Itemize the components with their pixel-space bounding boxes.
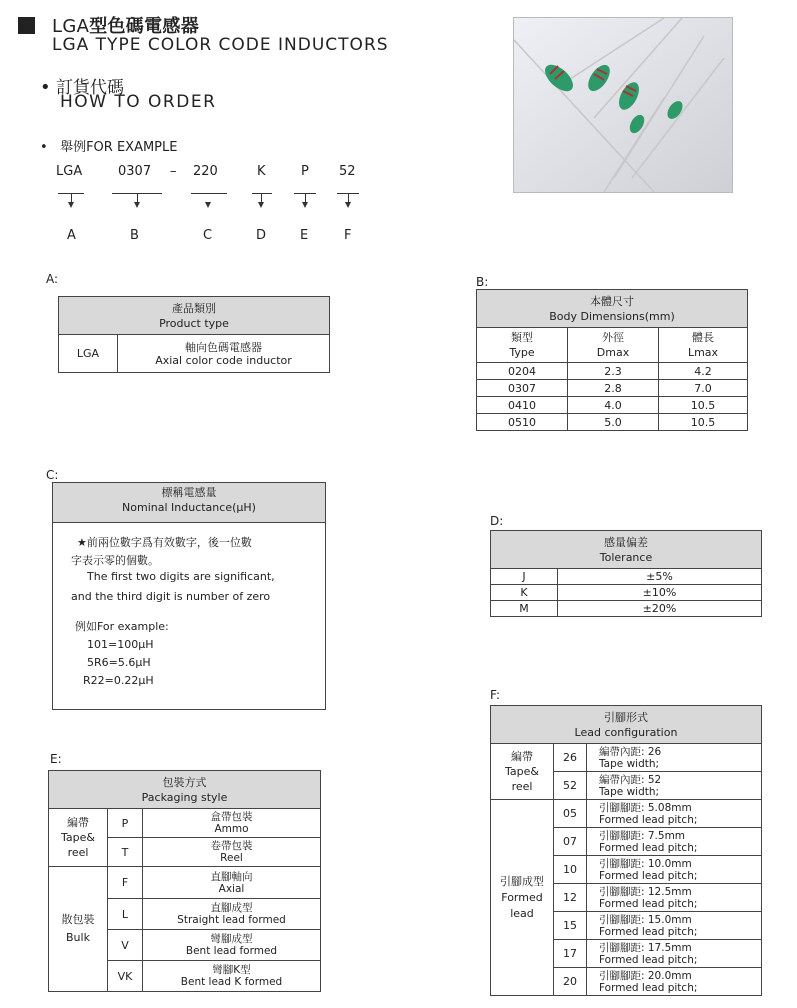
section-c-label: C: (46, 468, 59, 482)
lead-code: 26 (554, 744, 587, 772)
inductance-note-cn-1: ★前兩位數字爲有效數字，後一位數 (77, 536, 252, 549)
section-a-label: A: (46, 272, 59, 286)
tolerance-table (490, 530, 762, 617)
section-d-label: D: (490, 514, 504, 528)
table-row: J ±5% (491, 569, 762, 585)
packaging-desc: 彎腳成型 Bent lead formed (143, 930, 321, 961)
packaging-table (48, 770, 321, 992)
page-title-en: LGA TYPE COLOR CODE INDUCTORS (52, 35, 389, 55)
inductance-note-en-1: The first two digits are significant, (87, 570, 275, 583)
packaging-desc: 卷帶包裝 Reel (143, 838, 321, 867)
packaging-desc: 直腳軸向 Axial (143, 867, 321, 899)
bullet-icon: • (40, 77, 51, 98)
inductance-header: 標稱電感量 Nominal Inductance(μH) (53, 483, 325, 523)
down-arrow-icon (205, 202, 211, 208)
packaging-code: T (108, 838, 143, 867)
packaging-code: V (108, 930, 143, 961)
lead-code: 15 (554, 912, 587, 940)
lead-desc: 編帶內距: 52 Tape width; (587, 772, 762, 800)
lead-desc: 引腳腳距: 15.0mm Formed lead pitch; (587, 912, 762, 940)
lead-desc: 編帶內距: 26 Tape width; (587, 744, 762, 772)
lead-desc: 引腳腳距: 10.0mm Formed lead pitch; (587, 856, 762, 884)
table-row: M ±20% (491, 601, 762, 617)
lead-code: 05 (554, 800, 587, 828)
example-label: • 舉例FOR EXAMPLE (40, 140, 178, 155)
down-arrow-icon (68, 202, 74, 208)
table-row: 0410 4.0 10.5 (477, 397, 748, 414)
packaging-code: VK (108, 961, 143, 992)
code-f: 52 (339, 164, 356, 179)
down-arrow-icon (134, 202, 140, 208)
dim-col-dmax: 外徑 Dmax (568, 328, 659, 363)
inductance-note-cn-2: 字表示零的個數。 (71, 554, 159, 567)
lead-code: 12 (554, 884, 587, 912)
underline-d (252, 193, 272, 194)
letter-a: A (67, 228, 76, 243)
inductance-example-label: 例如For example: (75, 620, 169, 633)
dim-col-lmax: 體長 Lmax (659, 328, 748, 363)
inductance-box (52, 482, 326, 710)
down-arrow-icon (302, 202, 308, 208)
letter-e: E (300, 228, 309, 243)
letter-c: C (203, 228, 213, 243)
letter-f: F (344, 228, 352, 243)
lead-desc: 引腳腳距: 17.5mm Formed lead pitch; (587, 940, 762, 968)
code-e: P (301, 164, 309, 179)
letter-d: D (256, 228, 267, 243)
page-title: LGA型色碼電感器 (52, 16, 200, 37)
underline-c (191, 193, 227, 194)
product-desc: 軸向色碼電感器 Axial color code inductor (118, 335, 330, 373)
lead-code: 52 (554, 772, 587, 800)
code-d: K (257, 164, 266, 179)
lead-config-table (490, 705, 762, 996)
lead-desc: 引腳腳距: 12.5mm Formed lead pitch; (587, 884, 762, 912)
table-row: K ±10% (491, 585, 762, 601)
lead-formed: 引腳成型 Formed lead (491, 800, 554, 996)
lead-code: 20 (554, 968, 587, 996)
down-arrow-icon (258, 202, 264, 208)
lead-tape-reel: 編帶 Tape& reel (491, 744, 554, 800)
code-dash: – (170, 164, 177, 179)
lead-code: 07 (554, 828, 587, 856)
section-f-label: F: (490, 688, 501, 702)
section-b-label: B: (476, 275, 489, 289)
lead-desc: 引腳腳距: 7.5mm Formed lead pitch; (587, 828, 762, 856)
inductance-example: 101=100μH (87, 638, 154, 651)
product-code: LGA (59, 335, 118, 373)
packaging-code: F (108, 867, 143, 899)
inductance-example: R22=0.22μH (83, 674, 154, 687)
packaging-tape-reel: 編帶 Tape& reel (49, 809, 108, 867)
order-title-en: HOW TO ORDER (60, 92, 217, 112)
lead-desc: 引腳腳距: 20.0mm Formed lead pitch; (587, 968, 762, 996)
code-b: 0307 (118, 164, 152, 179)
code-a: LGA (56, 164, 83, 179)
inductor-photo (513, 17, 733, 193)
product-type-table (58, 296, 330, 373)
lead-config-header: 引腳形式 Lead configuration (491, 706, 762, 744)
dimensions-table (476, 289, 748, 431)
dim-col-type: 類型 Type (477, 328, 568, 363)
lead-code: 17 (554, 940, 587, 968)
packaging-bulk: 散包裝 Bulk (49, 867, 108, 992)
packaging-code: P (108, 809, 143, 838)
inductance-example: 5R6=5.6μH (87, 656, 151, 669)
packaging-desc: 直腳成型 Straight lead formed (143, 899, 321, 930)
inductance-note-en-2: and the third digit is number of zero (71, 590, 271, 603)
product-type-header: 產品類別 Product type (59, 297, 330, 335)
section-e-label: E: (50, 752, 62, 766)
packaging-desc: 彎腳K型 Bent lead K formed (143, 961, 321, 992)
letter-b: B (130, 228, 139, 243)
table-row: 0510 5.0 10.5 (477, 414, 748, 431)
code-c: 220 (193, 164, 218, 179)
down-arrow-icon (345, 202, 351, 208)
table-row: 0307 2.8 7.0 (477, 380, 748, 397)
bullet-icon: • (40, 140, 48, 155)
packaging-desc: 盒帶包裝 Ammo (143, 809, 321, 838)
dimensions-header: 本體尺寸 Body Dimensions(mm) (477, 290, 748, 328)
tolerance-header: 感量偏差 Tolerance (491, 531, 762, 569)
lead-code: 10 (554, 856, 587, 884)
lead-desc: 引腳腳距: 5.08mm Formed lead pitch; (587, 800, 762, 828)
packaging-code: L (108, 899, 143, 930)
title-square-icon (18, 17, 35, 34)
table-row: 0204 2.3 4.2 (477, 363, 748, 380)
packaging-header: 包裝方式 Packaging style (49, 771, 321, 809)
order-title: • 訂貨代碼 (40, 77, 125, 98)
